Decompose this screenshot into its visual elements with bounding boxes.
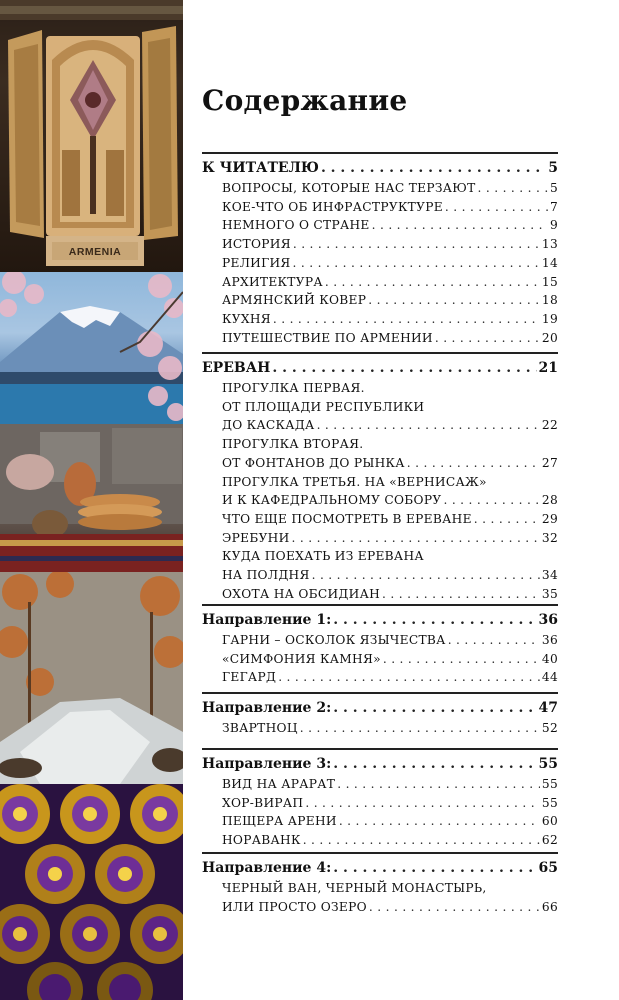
toc-leader-dots: [305, 796, 540, 810]
toc-label: НОРАВАНК: [222, 833, 301, 848]
toc-page-number: 65: [538, 860, 558, 876]
toc-page-number: 55: [541, 795, 558, 810]
toc-label: ГАРНИ – ОСКОЛОК ЯЗЫЧЕСТВА: [222, 633, 446, 647]
toc-page-number: 18: [541, 293, 558, 308]
toc-entry: [222, 312, 558, 331]
toc-entry: [222, 256, 558, 275]
toc-entry: [222, 237, 558, 256]
toc-entry: [222, 381, 558, 400]
toc-leader-dots: [293, 256, 540, 270]
toc-leader-dots: [312, 568, 540, 582]
section-rule: [202, 604, 558, 606]
toc-page-number: 7: [549, 199, 558, 214]
toc-leader-dots: [435, 331, 540, 345]
toc-entry: [222, 587, 558, 606]
toc-label: К ЧИТАТЕЛЮ: [202, 160, 319, 176]
photo-strip: [0, 0, 183, 1000]
toc-entry: [222, 218, 558, 237]
toc-entry: [222, 456, 558, 475]
toc-label: ЭРЕБУНИ: [222, 530, 290, 545]
toc-entry: [222, 796, 558, 815]
toc-entry: [222, 331, 558, 350]
photo-carved-khachkar: [0, 0, 183, 272]
toc-label: ОТ ФОНТАНОВ ДО РЫНКА: [222, 455, 405, 470]
toc-label: ЗВАРТНОЦ: [222, 721, 298, 735]
toc-label: Направление 3:: [202, 756, 332, 772]
toc-page-number: 27: [541, 455, 558, 470]
mountain-illustration: [0, 272, 183, 424]
toc-entry: [222, 814, 558, 833]
toc-entry: [222, 549, 558, 568]
toc-label: И К КАФЕДРАЛЬНОМУ СОБОРУ: [222, 493, 442, 508]
toc-label: «СИМФОНИЯ КАМНЯ»: [222, 651, 381, 666]
toc-leader-dots: [443, 493, 539, 507]
toc-label: Направление 1:: [202, 612, 332, 628]
toc-entry: [222, 633, 558, 652]
toc-label: ПУТЕШЕСТВИЕ ПО АРМЕНИИ: [222, 330, 433, 345]
toc-page-number: 19: [541, 311, 558, 326]
toc-label: РЕЛИГИЯ: [222, 255, 291, 270]
toc-leader-dots: [445, 200, 548, 214]
toc-page-number: 34: [541, 568, 558, 582]
toc-label: АРХИТЕКТУРА: [222, 274, 323, 289]
khachkar-illustration: [0, 0, 183, 272]
toc-entry: [222, 181, 558, 200]
toc-page-number: 36: [541, 633, 558, 647]
toc-leader-dots: [369, 900, 540, 914]
toc-leader-dots: [321, 160, 546, 176]
toc-page-number: 55: [538, 756, 558, 772]
toc-label: ХОР-ВИРАП: [222, 795, 304, 810]
toc-label: КОЕ-ЧТО ОБ ИНФРАСТРУКТУРЕ: [222, 199, 443, 214]
toc-label: ДО КАСКАДА: [222, 418, 315, 433]
toc-label: КУДА ПОЕХАТЬ ИЗ ЕРЕВАНА: [222, 549, 424, 564]
photo-autumn-river: [0, 572, 183, 784]
toc-label: НЕМНОГО О СТРАНЕ: [222, 218, 370, 233]
toc-leader-dots: [300, 721, 540, 735]
toc-page-number: 5: [549, 181, 558, 195]
toc-leader-dots: [303, 833, 540, 847]
toc-entry: [222, 881, 558, 900]
toc-page-number: 44: [541, 670, 558, 685]
toc-label: ОХОТА НА ОБСИДИАН: [222, 586, 381, 601]
toc-page-number: 40: [541, 651, 558, 666]
toc-section-heading: [202, 612, 558, 631]
toc-section-heading: [202, 756, 558, 775]
toc-entry: [222, 670, 558, 689]
toc-leader-dots: [333, 700, 536, 716]
toc-entry: [222, 293, 558, 312]
toc-leader-dots: [407, 456, 540, 470]
toc-label: ИСТОРИЯ: [222, 237, 291, 252]
toc-leader-dots: [333, 860, 536, 876]
toc-label: ПЕЩЕРА АРЕНИ: [222, 814, 337, 829]
toc-entry: [222, 200, 558, 219]
pattern-illustration: [0, 784, 183, 1000]
toc-label: ВОПРОСЫ, КОТОРЫЕ НАС ТЕРЗАЮТ: [222, 181, 476, 195]
toc-page-number: 66: [541, 899, 558, 914]
toc-page-number: 29: [541, 511, 558, 526]
toc-label: НА ПОЛДНЯ: [222, 568, 310, 582]
toc-entry: [222, 721, 558, 740]
toc-label: Направление 2:: [202, 700, 332, 716]
toc-page-number: 32: [541, 530, 558, 545]
toc-entry: [222, 275, 558, 294]
toc-entry: [222, 400, 558, 419]
toc-label: ЧЕРНЫЙ ВАН, ЧЕРНЫЙ МОНАСТЫРЬ,: [222, 881, 487, 895]
toc-leader-dots: [339, 814, 540, 828]
section-rule: [202, 852, 558, 854]
river-illustration: [0, 572, 183, 784]
toc-label: ЕРЕВАН: [202, 360, 271, 376]
toc-page-number: 52: [541, 721, 558, 735]
armenia-badge: ARMENIA: [68, 246, 122, 258]
toc-entry: [222, 475, 558, 494]
toc-page-number: 5: [548, 160, 558, 176]
toc-leader-dots: [337, 777, 540, 791]
toc-page-number: 36: [538, 612, 558, 628]
toc-entry: [222, 833, 558, 852]
toc-label: ПРОГУЛКА ТРЕТЬЯ. НА «ВЕРНИСАЖ»: [222, 474, 487, 489]
toc-leader-dots: [292, 531, 540, 545]
toc-leader-dots: [278, 670, 540, 684]
toc-label: ЧТО ЕЩЕ ПОСМОТРЕТЬ В ЕРЕВАНЕ: [222, 511, 472, 526]
toc-page-number: 13: [541, 237, 558, 252]
section-rule: [202, 352, 558, 354]
section-rule: [202, 748, 558, 750]
toc-entry: [222, 512, 558, 531]
toc-label: ГЕГАРД: [222, 670, 277, 685]
toc-label: ОТ ПЛОЩАДИ РЕСПУБЛИКИ: [222, 399, 425, 414]
toc-page-number: 9: [549, 218, 558, 233]
toc-entry: [222, 900, 558, 919]
toc-label: ПРОГУЛКА ВТОРАЯ.: [222, 437, 364, 452]
toc-section-heading: [202, 160, 558, 179]
toc-leader-dots: [273, 312, 540, 326]
toc-leader-dots: [333, 756, 536, 772]
toc-entry: [222, 568, 558, 587]
toc-section-heading: [202, 700, 558, 719]
toc-leader-dots: [333, 612, 536, 628]
toc-page-number: 21: [538, 360, 558, 376]
toc-entry: [222, 652, 558, 671]
toc-leader-dots: [474, 512, 540, 526]
toc-page-number: 35: [541, 586, 558, 601]
toc-label: АРМЯНСКИЙ КОВЕР: [222, 293, 367, 308]
toc-label: ПРОГУЛКА ПЕРВАЯ.: [222, 381, 365, 395]
toc-leader-dots: [317, 418, 540, 432]
toc-leader-dots: [368, 293, 540, 307]
photo-peacock-pattern: [0, 784, 183, 1000]
photo-mount-fuji: [0, 272, 183, 424]
toc-leader-dots: [272, 360, 536, 376]
toc-entry: [222, 531, 558, 550]
page-title: Содержание: [202, 84, 408, 117]
photo-armenian-bread: [0, 424, 183, 572]
toc-leader-dots: [478, 181, 548, 195]
toc-entry: [222, 418, 558, 437]
toc-label: КУХНЯ: [222, 311, 271, 326]
toc-leader-dots: [372, 218, 548, 232]
section-rule: [202, 692, 558, 694]
toc-page-number: 28: [541, 493, 558, 508]
toc-entry: [222, 493, 558, 512]
toc-leader-dots: [448, 633, 540, 647]
toc-page-number: 60: [541, 814, 558, 829]
toc-entry: [222, 437, 558, 456]
toc-label: ВИД НА АРАРАТ: [222, 777, 336, 791]
toc-page-number: 20: [541, 330, 558, 345]
toc-label: ИЛИ ПРОСТО ОЗЕРО: [222, 899, 367, 914]
toc-section-heading: [202, 360, 558, 379]
food-illustration: [0, 424, 183, 572]
toc-leader-dots: [383, 652, 540, 666]
toc-page-number: 62: [541, 833, 558, 848]
toc-section-heading: [202, 860, 558, 879]
toc-entry: [222, 777, 558, 796]
toc-label: Направление 4:: [202, 860, 332, 876]
toc-page-number: 55: [541, 777, 558, 791]
toc-leader-dots: [325, 275, 540, 289]
toc-page-number: 15: [541, 274, 558, 289]
section-rule: [202, 152, 558, 154]
toc-leader-dots: [293, 237, 540, 251]
toc-page-number: 14: [541, 255, 558, 270]
toc-page-number: 22: [541, 418, 558, 433]
toc-page-number: 47: [538, 700, 558, 716]
toc-leader-dots: [382, 587, 540, 601]
